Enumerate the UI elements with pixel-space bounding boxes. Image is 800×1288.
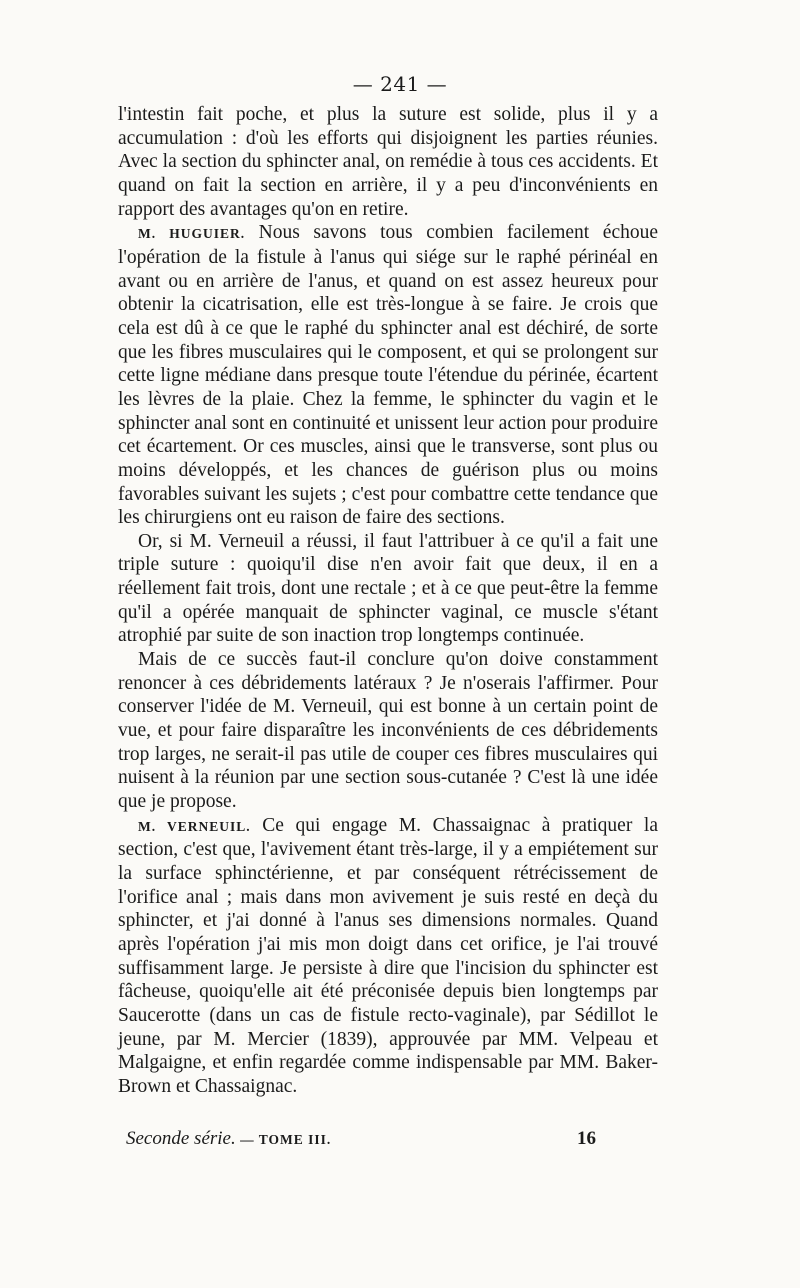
speaker-name: M. HUGUIER. [138,226,246,242]
paragraph-text: Ce qui engage M. Chassaignac à pratiquer la section, c'est que, l'avivement étant très-large, il y a empiétement sur la surface sphinctérienne, et par conséquent rétrécissement de l'orifice anal ; mais dans mon avivement je suis resté en deçà du sphincter, et j'ai donné à l'anus ses dimensions normales. Quand après l'opération j'ai mis mon doigt dans cet orifice, je l'ai trouvé suffisamment large. Je persiste à dire que l'incision du sphincter est fâcheuse, quoiqu'elle ait été préconisée depuis bien longtemps par Saucerotte (dans un cas de fistule recto-vaginale), par Sédillot le jeune, par M. Mercier (1839), approuvée par MM. Velpeau et Malgaigne, et enfin regardée comme indispensable par MM. Baker-Brown et Chassaignac. [118,814,659,1097]
paragraph-verneuil-success [118,530,658,648]
page-number: — 241 — [352,72,448,96]
paragraph-conclusion [118,648,658,814]
paragraph-text: l'intestin fait poche, et plus la suture est solide, plus il y a accumulation : d'où les efforts qui disjoignent les parties réunies. Avec la section du sphincter anal, on remédie à tous ces accidents. Et quand on fait la section en arrière, il y a peu d'inconvénients en rapport des avantages qu'on en retire. [118,104,658,220]
paragraph-text: Nous savons tous combien facilement échoue l'opération de la fistule à l'anus qui siége sur le raphé périnéal en avant ou en arrière de l'anus, et quand on est assez heureux pour obtenir la cicatrisation, elle est très-longue à se faire. Je crois que cela est dû à ce que le raphé du sphincter anal est déchiré, de sorte que les fibres musculaires qui le composent, et qui se prolongent sur cette ligne médiane dans presque toute l'étendue du périnée, écartent les lèvres de la plaie. Chez la femme, le sphincter du vagin et le sphincter anal sont en continuité et unissent leur action pour produire cet écartement. Or ces muscles, ainsi que le transverse, sont plus ou moins développés, et les chances de guérison plus ou moins favorables suivant les sujets ; c'est pour combattre cette tendance que les chirurgiens ont eu raison de faire des sections. [118,222,659,529]
paragraph-continuation [118,103,658,221]
tome-label: — TOME III. [235,1132,332,1147]
paragraph-verneuil [118,814,658,1099]
series-label: Seconde série. [126,1128,236,1149]
paragraph-huguier [118,221,658,530]
signature-mark: 16 [577,1128,596,1149]
page-footer [126,1128,596,1150]
speaker-name: M. VERNEUIL. [138,818,251,834]
body-text [118,103,658,1099]
paragraph-text: Or, si M. Verneuil a réussi, il faut l'attribuer à ce qu'il a fait une triple suture : quoiqu'il dise n'en avoir fait que deux, il en a réellement fait trois, dont une rectale ; et à ce que peut-être la femme qu'il a opérée manquait de sphincter vaginal, ce muscle s'étant atrophié par suite de son inaction trop longtemps continuée. [118,530,658,647]
paragraph-text: Mais de ce succès faut-il conclure qu'on doive constamment renoncer à ces débridements latéraux ? Je n'oserais l'affirmer. Pour conserver l'idée de M. Verneuil, qui est bonne à un certain point de vue, et pour faire disparaître les inconvénients de ces débridements trop larges, ne serait-il pas utile de couper ces fibres musculaires qui nuisent à la réunion par une section sous-cutanée ? C'est là une idée que je propose. [118,649,658,813]
